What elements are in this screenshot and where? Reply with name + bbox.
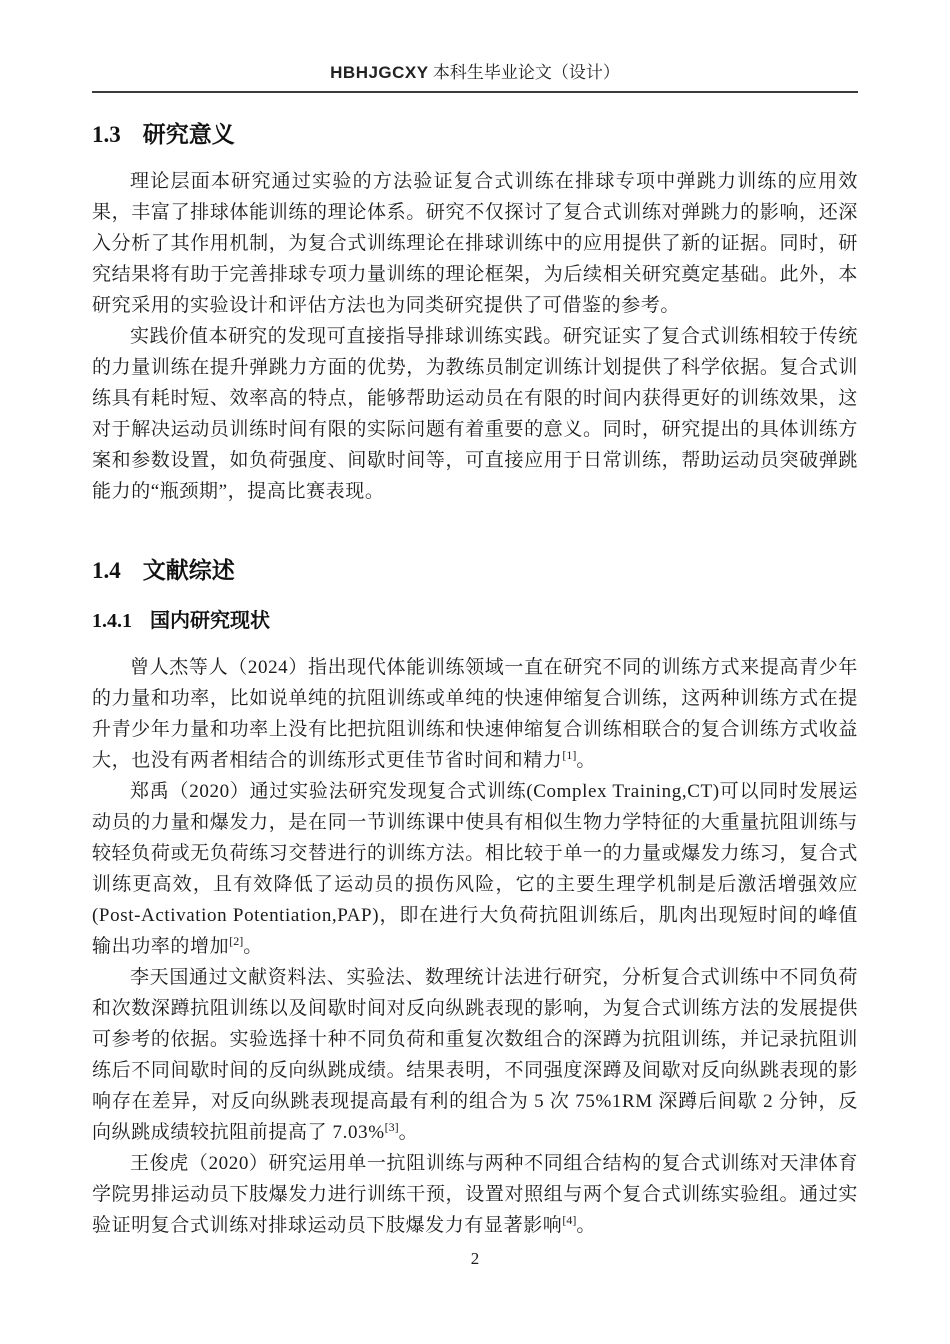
page-number: 2 (470, 1249, 480, 1268)
paragraph-zheng-yu-2020 (92, 776, 858, 962)
paragraph-text: 。 (398, 1122, 419, 1143)
subsection-number: 1.4.1 (92, 610, 132, 632)
header-divider (92, 91, 858, 93)
paragraph-text: 。 (243, 936, 263, 957)
paragraph-text: 郑禹（2020）通过实验法研究发现复合式训练(Complex Training,CT)可以同时发展运动员的力量和爆发力，是在同一节训练课中使具有相似生物力学特征的大重量抗阻训练与较轻负荷或无负荷练习交替进行的训练方法。相比较于单一的力量或爆发力练习，复合式训练更高效，且有效降低了运动员的损伤风险，它的主要生理学机制是后激活增强效应(Post-Activation Potentiation,PAP)，即在进行大负荷抗阻训练后，肌肉出现短时间的峰值输出功率的增加 (92, 781, 858, 957)
subsection-heading-1-4-1 (92, 607, 858, 635)
running-header (92, 0, 858, 84)
citation-ref-2: [2] (229, 934, 244, 948)
paragraph-text: 曾人杰等人（2024）指出现代体能训练领域一直在研究不同的训练方式来提高青少年的力量和功率，比如说单纯的抗阻训练或单纯的快速伸缩复合训练，这两种训练方式在提升青少年力量和功率上没有比把抗阻训练和快速伸缩复合训练相联合的复合训练方式收益大，也没有两者相结合的训练形式更佳节省时间和精力 (92, 657, 858, 771)
paragraph-theoretical-significance (92, 166, 858, 321)
paragraph-text: 理论层面本研究通过实验的方法验证复合式训练在排球专项中弹跳力训练的应用效果，丰富了排球体能训练的理论体系。研究不仅探讨了复合式训练对弹跳力的影响，还深入分析了其作用机制，为复合式训练理论在排球训练中的应用提供了新的证据。同时，研究结果将有助于完善排球专项力量训练的理论框架，为后续相关研究奠定基础。此外，本研究采用的实验设计和评估方法也为同类研究提供了可借鉴的参考。 (92, 171, 858, 316)
section-heading-1-3 (92, 119, 858, 150)
paragraph-text: 李天国通过文献资料法、实验法、数理统计法进行研究，分析复合式训练中不同负荷和次数深蹲抗阻训练以及间歇时间对反向纵跳表现的影响，为复合式训练方法的发展提供可参考的依据。实验选择十种不同负荷和重复次数组合的深蹲为抗阻训练，并记录抗阻训练后不同间歇时间的反向纵跳成绩。结果表明，不同强度深蹲及间歇对反向纵跳表现的影响存在差异，对反向纵跳表现提高最有利的组合为 5 次 75%1RM 深蹲后间歇 2 分钟，反向纵跳成绩较抗阻前提高了 7.03% (92, 967, 858, 1143)
header-school-code: HBHJGCXY (330, 63, 429, 82)
paragraph-text: 。 (576, 1215, 597, 1236)
page-footer (0, 1248, 950, 1270)
section-number: 1.3 (92, 122, 121, 147)
paragraph-text: 。 (576, 750, 597, 771)
paragraph-text: 王俊虎（2020）研究运用单一抗阻训练与两种不同组合结构的复合式训练对天津体育学院男排运动员下肢爆发力进行训练干预，设置对照组与两个复合式训练实验组。通过实验证明复合式训练对排球运动员下肢爆发力有显著影响 (92, 1153, 858, 1236)
paragraph-text: 实践价值本研究的发现可直接指导排球训练实践。研究证实了复合式训练相较于传统的力量训练在提升弹跳力方面的优势，为教练员制定训练计划提供了科学依据。复合式训练具有耗时短、效率高的特点，能够帮助运动员在有限的时间内获得更好的训练效果，这对于解决运动员训练时间有限的实际问题有着重要的意义。同时，研究提出的具体训练方案和参数设置，如负荷强度、间歇时间等，可直接应用于日常训练，帮助运动员突破弹跳能力的“瓶颈期”，提高比赛表现。 (92, 326, 858, 502)
section-title: 文献综述 (142, 557, 235, 583)
section-number: 1.4 (92, 558, 121, 583)
paragraph-practical-value (92, 321, 858, 507)
paragraph-li-tianguo (92, 962, 858, 1148)
citation-ref-3: [3] (384, 1120, 399, 1134)
citation-ref-4: [4] (562, 1213, 577, 1227)
paragraph-wang-junhu-2020 (92, 1148, 858, 1241)
citation-ref-1: [1] (562, 748, 577, 762)
header-document-title: 本科生毕业论文（设计） (432, 63, 620, 82)
paragraph-zeng-renjie-2024 (92, 652, 858, 776)
subsection-title: 国内研究现状 (150, 610, 270, 632)
section-heading-1-4 (92, 555, 858, 586)
section-title: 研究意义 (142, 121, 235, 147)
